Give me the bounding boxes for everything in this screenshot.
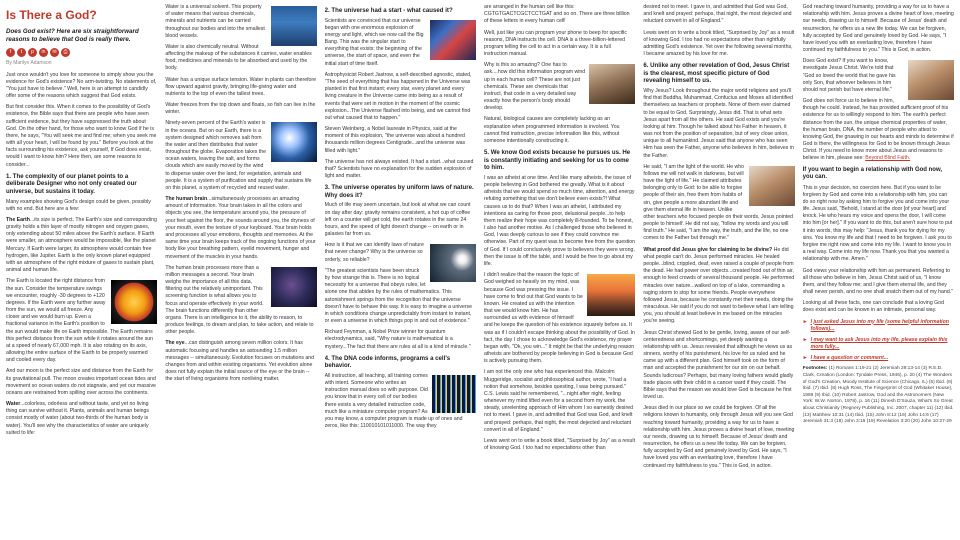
section-heading-2: 2. The universe had a start - what caused it? — [324, 7, 453, 14]
ocean-image — [271, 6, 317, 46]
share-toolbar — [6, 48, 157, 57]
section-heading-5: 5. We know God exists because he pursues us. He is constantly initiating and seeking for us to come to him. — [483, 149, 631, 172]
paragraph: Richard Feynman, a Nobel Prize winner for quantum electrodynamics, said, "Why nature is mathematical is a mystery...The fact that there are rules at all is a kind of miracle." — [324, 329, 471, 350]
paragraph — [803, 98, 954, 163]
paragraph: God reaching toward humanity, providing a way for us to have a relationship with him. Jesus proves a divine heart of love, meeting our needs, drawing us to himself. Because of Jesus' death and resurrection, he offers us a new life today. We can be forgiven, fully accepted by God and genuinely loved by God. He says, "I have loved you with an everlasting love, therefore I have continued my faithfulness to you." This is God, in action. — [802, 4, 954, 54]
paragraph: And our moon is the perfect size and distance from the Earth for its gravitational pull. The moon creates important ocean tides and movement so ocean waters do not stagnate, and yet our massive oceans are restrained from spilling over across the continents. — [6, 368, 156, 396]
jesus-image — [749, 166, 795, 206]
brain-image — [271, 267, 317, 307]
article-title: Is There a God? — [6, 8, 97, 22]
paragraph-lead: The Earth — [6, 216, 30, 223]
paragraph — [6, 217, 157, 274]
footnotes — [803, 366, 954, 425]
section-heading-3: 3. The universe operates by uniform laws of nature. Why does it? — [324, 184, 474, 199]
share-linkedin-icon[interactable]: in — [39, 48, 48, 57]
footnotes-text: (1) Romans 1:19-21 (2) Jeremiah 29:13-14 (3) R.E.D. Clark, Creation (London: Tyndale Press, 1946), p. 20 (4) The Wonders of God's Creation, Moody Institute of Science (Chicago, IL) (5) Ibid. (6) Ibid. (7) Ibid. (8) Hugh Ross, The Fingerprint of God (Whitaker House), 1989 (9) Ibid. (10) Robert Jastrow, God and the Astronomers (New York: W.W. Norton, 1978), p. 16 (11) Dinesh D'Souza, What's So Great about Christianity (Regnery Publishing, Inc. 2007, chapter 11) (12) Ibid. (13) Matthew 10:31 (14) Ibid. (15) John 8:12 (16) John 14:6 (17) Jeremiah 31:3 (18) John 3:16 (19) Revelation 3:20 (20) John 10:27-29 — [802, 366, 954, 425]
paragraph: The Earth is located the right distance from the sun. Consider the temperature swings we encounter, roughly -30 degrees to +120 degrees. If the Earth were any further away from the sun, we would all freeze. Any closer and we would burn up. Even a fractional variance in the Earth's position to the sun would make life on Earth impossible. The Earth remains this perfect distance from the sun while it rotates around the sun at a speed of nearly 67,000 mph. It is also rotating on its axis, allowing the entire surface of the Earth to be properly warmed and cooled every day. — [6, 278, 154, 364]
article-subtitle: Does God exist? Here are six straightforward reasons to believe that God is really there. — [6, 27, 139, 43]
paragraph-text: ...its size is perfect. The Earth's size and corresponding gravity holds a thin layer of mostly nitrogen and oxygen gases, only extending about 50 miles above the Earth's surface. If Earth were smaller, an atmosphere would be impossible, like the planet Mercury. If Earth were larger, its atmosphere would contain free hydrogen, like Jupiter. Earth is the only known planet equipped with an atmosphere of the right mixture of gases to sustain plant, animal and human life. — [6, 216, 157, 274]
beyond-blind-faith-link[interactable]: Beyond Blind Faith. — [865, 155, 911, 162]
section-heading-7: If you want to begin a relationship with God now, you can. — [802, 166, 943, 181]
paragraph-lead: What proof did Jesus give for claiming to be divine? — [643, 246, 773, 253]
column-2 — [165, 4, 316, 536]
paragraph: Lewis went on to write a book titled, "Surprised by Joy" as a result of knowing God. I too had no expectations other than — [483, 437, 636, 452]
paragraph-lead: The eye — [165, 340, 185, 347]
paragraph: Lewis went on to write a book titled, "Surprised by Joy" as a result of knowing God. I too had no expectations other than rightfully admitting God's existence. Yet over the following several months, I became amazed by his love for me. — [643, 29, 795, 58]
cta-link-item[interactable] — [803, 355, 954, 362]
paragraph-lead: The human brain — [165, 196, 208, 203]
thinking-man-image — [589, 64, 635, 104]
section-heading-6: 6. Unlike any other revelation of God, Jesus Christ is the clearest, most specific picture of God revealing himself to us. — [643, 62, 790, 85]
arrow-right-icon: ► — [802, 318, 808, 325]
paragraph: are arranged in the human cell like this: CGTGTGACTCGCTCCTGAT and so on. There are three billion of these letters in every human cell! — [483, 4, 630, 25]
paragraph: He said, "I am the light of the world. He who follows me will not walk in darkness, but will have the light of life." He claimed attributes belonging only to God: to be able to forgive people of their sin, free them from habits of sin, give people a more abundant life and give them eternal life in heaven. Unlike other teachers who focused people on their words, Jesus pointed people to himself. He did not say, "follow my words and you will find truth." He said, "I am the way, the truth, and the life, no one comes to the Father but through me." — [643, 163, 793, 242]
paragraph: All instruction, all teaching, all training comes with intent. Someone who writes an instruction manual does so with purpose. Did you know that in every cell of our bodies there exists a very detailed instruction code, much like a miniature computer program? As you may know, a computer program is made up of ones and zeros, like this: 110010101011000. The way they — [324, 372, 463, 430]
paragraph: The human brain processes more than a million messages a second. Your brain weighs the importance of all this data, filtering out the relatively unimportant. This screening function is what allows you to focus and operate effectively in your world. The brain functions differently than other organs. There is an intelligence to it, the ability to reason, to produce feelings, to dream and plan, to take action, and relate to other people. — [165, 264, 314, 336]
column-4 — [484, 4, 635, 536]
column-1 — [6, 4, 157, 536]
section-heading-1: 1. The complexity of our planet points to a deliberate Designer who not only created our universe, but sustains it today. — [6, 172, 137, 196]
paragraph: Steven Weinberg, a Nobel laureate in Physics, said at the moment of this explosion, "the universe was about a hundred thousands million degrees Centigrade...and the universe was filled with light." — [324, 126, 466, 154]
cta-link-item[interactable] — [803, 319, 954, 333]
share-print-icon[interactable]: ⎙ — [61, 48, 70, 57]
paragraph: Jesus died in our place so we could be forgiven. Of all the religions known to humanity, only through Jesus will you see God reaching toward humanity, providing a way for us to have a relationship with him. Jesus proves a divine heart of love, meeting our needs, drawing us to himself. Because of Jesus' death and resurrection, he offers us a new life today. We can be forgiven, fully accepted by God and genuinely loved by God. He says, "I have loved you with an everlasting love, therefore I have continued my faithfulness to you." This is God, in action. — [643, 405, 795, 469]
share-pinterest-icon[interactable]: p — [28, 48, 37, 57]
sunset-image — [587, 274, 635, 316]
cta-link-item[interactable] — [803, 337, 954, 351]
arrow-right-icon: ► — [802, 336, 808, 343]
paragraph: Why is this so amazing? One has to ask....how did this information program wind up in each human cell? These are not just chemicals. These are chemicals that instruct, that code in a very detailed way exactly how the person's body should develop. — [483, 62, 586, 112]
dna-code-image — [432, 375, 476, 413]
share-twitter-icon[interactable]: t — [17, 48, 26, 57]
paragraph-text: He did what people can't do. Jesus performed miracles. He healed people...blind, crippled, deaf, even raised a couple of people from the dead. He had power over objects...created food out of thin air, enough to feed crowds of several thousand people. He performed miracles over nature...walked on top of a lake, commanding a raging storm to stop for some friends. People everywhere followed Jesus, because he constantly met their needs, doing the miraculous. He said if you do not want to believe what I am telling you, you should at least believe in me based on the miracles you're seeing. — [643, 246, 795, 325]
arrow-right-icon: ► — [802, 355, 808, 362]
earth-image — [271, 122, 317, 162]
paragraph: But first consider this. When it comes to the possibility of God's existence, the Bible says that there are people who have seen sufficient evidence, but they have suppressed the truth about God. On the other hand, for those who want to know God if he is there, he says, "You will seek me and find me; when you seek me with all your heart, I will be found by you." Before you look at the facts surrounding his existence, ask yourself, If God does exist, would I want to know him? Here then, are some reasons to consider... — [6, 104, 157, 168]
column-6 — [803, 4, 954, 536]
earth-night-image — [430, 244, 476, 282]
paragraph: Natural, biological causes are completely lacking as an explanation when programmed information is involved. You cannot find instruction, precise information like this, without someone intentionally constructing it. — [483, 116, 620, 144]
paragraph: Astrophysicist Robert Jastrow, a self-described agnostic, stated, "The seed of everything that has happened in the Universe was planted in that first instant; every star, every planet and every living creature in the Universe came into being as a result of events that were set in motion in the moment of the cosmic explosion...The Universe flashed into being, and we cannot find out what caused that to happen." — [324, 71, 472, 121]
cta-link-question[interactable]: I have a question or comment... — [810, 355, 889, 362]
paragraph-text: ...colorless, odorless and without taste, and yet no living thing can survive without it. Plants, animals and human beings consist mostly of water (about two-thirds of the human body is water). You'll see why the characteristics of water are uniquely suited to life: — [6, 401, 150, 436]
paragraph: I didn't realize that the reason the topic of God weighed so heavily on my mind, was because God was pressing the issue. I have come to find out that God wants to be known. He created us with the intention that we would know him. He has surrounded us with evidence of himself and he keeps the question of his existence squarely before us. It was as if I couldn't escape thinking about the possibility of God. In fact, the day I chose to acknowledge God's existence, my prayer began with, "Ok, you win..." It might be that the underlying reason atheists are bothered by people believing in God is because God is actively pursuing them. — [483, 272, 635, 365]
paragraph: Looking at all these facts, one can conclude that a loving God does exist and can be known in an intimate, personal way. — [802, 300, 944, 314]
paragraph: The universe has not always existed. It had a start...what caused that? Scientists have no explanation for the sudden explosion of light and matter. — [324, 158, 474, 180]
sun-image — [111, 280, 157, 324]
paragraph: Scientists are convinced that our universe began with one enormous explosion of energy and light, which we now call the Big Bang. This was the singular start to everything that exists: the beginning of the universe, the start of space, and even the initial start of time itself. — [324, 17, 424, 67]
paragraph-text: ...can distinguish among seven million colors. It has automatic focusing and handles an astounding 1.5 million messages -- simultaneously. Evolution focuses on mutations and changes from and within existing organisms. Yet evolution alone does not fully explain the initial source of the eye or the brain -- the start of living organisms from nonliving matter. — [165, 340, 315, 383]
footnotes-lead: Footnotes: — [802, 366, 828, 372]
cta-link-asked-jesus[interactable]: I just asked Jesus into my life (some helpful information follows)... — [810, 318, 949, 332]
paragraph — [165, 340, 316, 383]
paragraph: Many examples showing God's design could be given, possibly with no end. But here are a few: — [6, 198, 151, 212]
paragraph: Jesus Christ showed God to be gentle, loving, aware of our self-centeredness and shortcomings, yet deeply wanting a relationship with us. Jesus revealed that although he views us as sinners, worthy of his punishment, his love for us ruled and he came up with a different plan. God himself took on the form of man and accepted the punishment for our sin on our behalf. Sounds ludicrous? Perhaps, but many loving fathers would gladly trade places with their child in a cancer ward if they could. The Bible says that the reason we would love God is because he first loved us. — [643, 329, 794, 401]
paragraph — [165, 196, 316, 261]
paragraph: Does God exist? If you want to know, investigate Jesus Christ. We're told that "God so loved the world that he gave his only Son, that whoever believes in him should not perish but have eternal life." — [802, 58, 896, 93]
section-heading-4: 4. The DNA code informs, programs a cell's behavior. — [324, 354, 451, 370]
cta-link-explain-more[interactable]: I may want to ask Jesus into my life, please explain this more fully... — [810, 336, 948, 351]
paragraph-text: God does not force us to believe in him, though he could. Instead, he has provided sufficient proof of his existence for us to willingly respond to him. The earth's perfect distance from the sun, the unique chemical properties of water, the human brain, DNA, the number of people who attest to knowing God, the gnawing in our hearts and minds to determine if God is there, the willingness for God to be known through Jesus Christ. If you need to know more about Jesus and reasons to believe in him, please see: — [802, 98, 954, 162]
paragraph: Water is a universal solvent. This property of water means that various chemicals, minerals and nutrients can be carried throughout our bodies and into the smallest blood vessels. — [165, 4, 265, 39]
paragraph — [6, 401, 157, 437]
galaxy-image — [430, 20, 476, 60]
paragraph: How is it that we can identify laws of nature that never change? Why is the universe so orderly, so reliable? — [324, 242, 424, 263]
paragraph: Much of life may seem uncertain, but look at what we can count on day after day: gravity remains consistent, a hot cup of coffee left on a counter will get cold, the earth rotates in the same 24 hours, and the speed of light doesn't change -- on earth or in galaxies far from us. — [324, 202, 471, 238]
paragraph: Water has a unique surface tension. Water in plants can therefore flow upward against gravity, bringing life-giving water and nutrients to the top of even the tallest trees. — [165, 76, 317, 97]
paragraph: "The greatest scientists have been struck by how strange this is. There is no logical necessity for a universe that obeys rules, let alone one that abides by the rules of mathematics. This astonishment springs from the recognition that the universe doesn't have to behave this way. It is easy to imagine a universe in which conditions change unpredictably from instant to instant, or even a universe in which things pop in and out of existence." — [324, 267, 473, 325]
paragraph: This is your decision, no coercion here. But if you want to be forgiven by God and come into a relationship with him, you can do so right now by asking him to forgive you and come into your life. Jesus said, "Behold, I stand at the door [of your heart] and knock. He who hears my voice and opens the door, I will come into him [or her]." If you want to do this, but aren't sure how to put it into words, this may help: "Jesus, thank you for dying for my sins. You know my life and that I need to be forgiven. I ask you to forgive me right now and come into my life. I want to know you in a real way. Come into my life now. Thank you that you wanted a relationship with me. Amen." — [802, 184, 953, 263]
paragraph: Water is also chemically neutral. Without affecting the makeup of the substances it carries, water enables food, medicines and minerals to be absorbed and used by the body. — [165, 43, 312, 72]
paragraph: Ninety-seven percent of the Earth's water is in the oceans. But on our Earth, there is a system designed which removes salt from the water and then distributes that water throughout the globe. Evaporation takes the ocean waters, leaving the salt, and forms clouds which are easily moved by the wind to disperse water over the land, for vegetation, animals and people. It is a system of purification and supply that sustains life on this planet, a system of recycled and reused water. — [165, 120, 312, 191]
paragraph: Well, just like you can program your phone to beep for specific reasons, DNA instructs the cell. DNA is a three-billion-lettered program telling the cell to act in a certain way. It is a full instruction manual. — [483, 29, 627, 58]
paragraph-text: ...simultaneously processes an amazing amount of information. Your brain takes in all the colors and objects you see, the temperature around you, the pressure of your feet against the floor, the sounds around you, the dryness of your mouth, even the texture of your keyboard. Your brain holds and processes all your emotions, thoughts and memories. At the same time your brain keeps track of the ongoing functions of your body like your breathing pattern, eyelid movement, hunger and movement of the muscles in your hands. — [165, 196, 316, 260]
paragraph: I am not the only one who has experienced this. Malcolm Muggeridge, socialist and philosophical author, wrote, "I had a notion that somehow, besides questing, I was being pursued." C.S. Lewis said he remembered, "...night after night, feeling whenever my mind lifted even for a second from my work, the steady, unrelenting approach of Him whom I so earnestly desired not to meet. I gave in, and admitted that God was God, and knelt and prayed: perhaps, that night, the most dejected and reluctant convert in all of England." — [483, 369, 633, 433]
father-child-image — [908, 60, 954, 100]
paragraph — [643, 247, 794, 326]
paragraph: desired not to meet. I gave in, and admitted that God was God, and knelt and prayed: perhaps, that night, the most dejected and reluctant convert in all of England." — [643, 4, 792, 25]
article-author: By Marilyn Adamson — [6, 59, 52, 66]
paragraph: Water freezes from the top down and floats, so fish can live in the winter. — [165, 102, 316, 116]
paragraph-lead: Water — [6, 401, 21, 408]
paragraph: God views your relationship with him as permanent. Referring to all those who believe in him, Jesus Christ said of us, "I know them, and they follow me; and I give them eternal life, and they shall never perish, and no one shall snatch them out of my hand." — [802, 267, 953, 296]
share-email-icon[interactable]: ✉ — [50, 48, 59, 57]
column-5 — [643, 4, 794, 536]
paragraph: I was an atheist at one time. And like many atheists, the issue of people believing in God bothered me greatly. What is it about atheists that we would spend so much time, attention, and energy refuting something that we don't believe even exists?! What causes us to do that? When I was an atheist, I attributed my intentions as caring for those poor, delusional people...to help them realize their hope was completely ill-founded. To be honest, I also had another motive. As I challenged those who believed in God, I was deeply curious to see if they could convince me otherwise. Part of my quest was to become free from the question of God. If I could conclusively prove to believers they were wrong, then the issue is off the table, and I would be free to go about my life. — [483, 174, 636, 267]
share-facebook-icon[interactable]: f — [6, 48, 15, 57]
column-3 — [325, 4, 476, 536]
paragraph: Why Jesus? Look throughout the major world religions and you'll find that Buddha, Muhammad, Confucius and Moses all identified themselves as teachers or prophets. None of them ever claimed to be equal to God. Surprisingly, Jesus did. That is what sets Jesus apart from all the others. He said God exists and you're looking at him. Though he talked about his Father in heaven, it was not from the position of separation, but of very close union, unique to all humankind. Jesus said that anyone who has seen Him has seen the Father, anyone who believes in him, believes in the Father. — [643, 88, 794, 159]
paragraph: Just once wouldn't you love for someone to simply show you the evidence for God's existence? No arm-twisting. No statements of, "You just have to believe." Well, here is an attempt to candidly offer some of the reasons which suggest that God exists. — [6, 71, 157, 100]
